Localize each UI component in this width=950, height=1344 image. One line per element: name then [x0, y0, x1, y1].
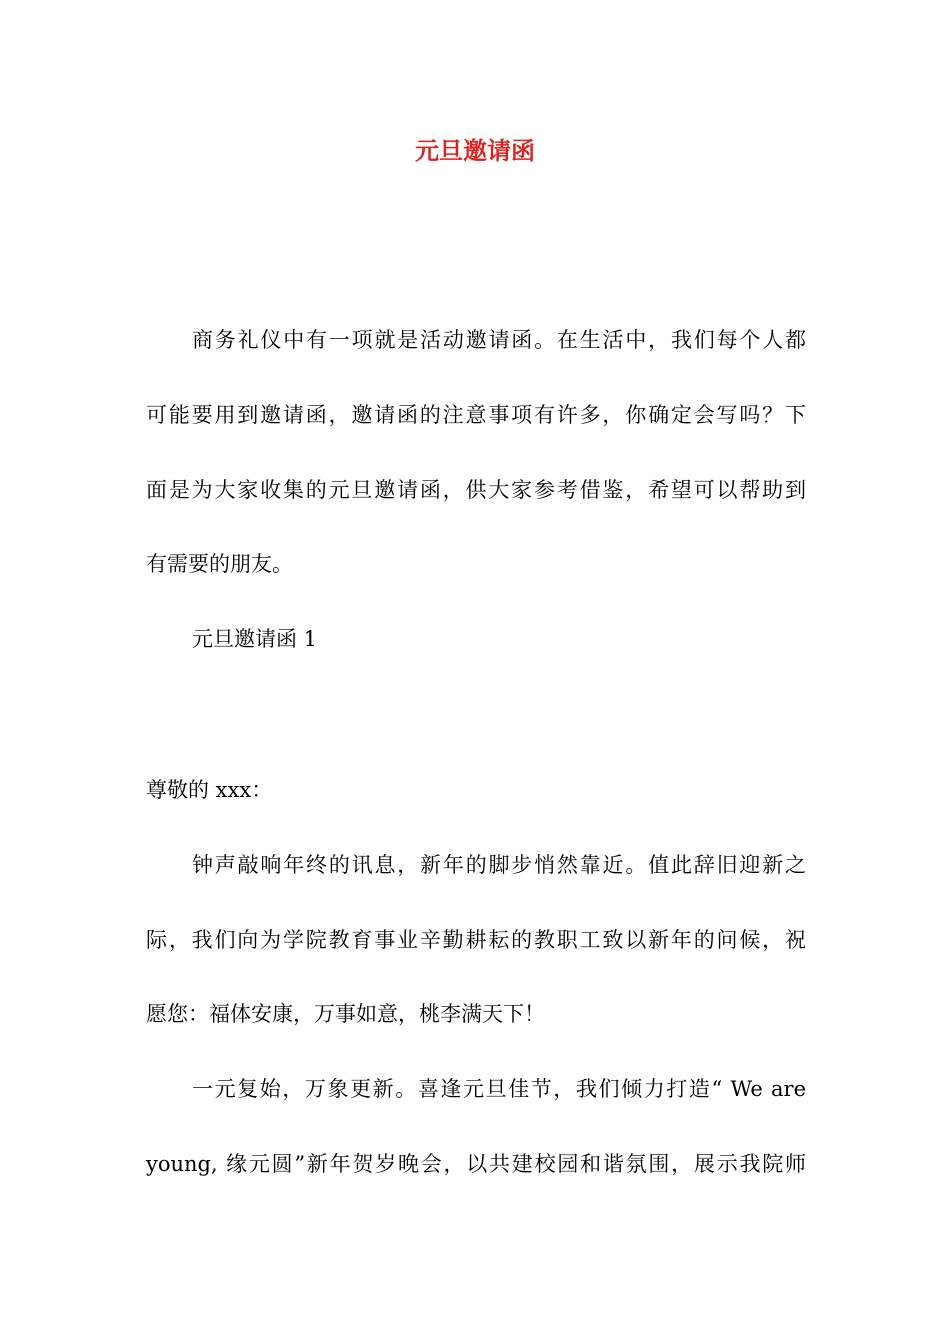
- intro-line-3: 面是为大家收集的元旦邀请函，供大家参考借鉴，希望可以帮助到: [146, 478, 806, 502]
- document-title: 元旦邀请函: [415, 136, 535, 165]
- body-line-4: 一元复始，万象更新。喜逢元旦佳节，我们倾力打造“ We are: [192, 1077, 806, 1101]
- body-line-5: young, 缘元圆”新年贺岁晚会，以共建校园和谐氛围，展示我院师: [146, 1152, 806, 1176]
- intro-line-2: 可能要用到邀请函，邀请函的注意事项有许多，你确定会写吗？下: [146, 403, 806, 427]
- body-line-1: 钟声敲响年终的讯息，新年的脚步悄然靠近。值此辞旧迎新之: [192, 853, 806, 877]
- intro-line-4: 有需要的朋友。: [146, 552, 293, 576]
- intro-line-1: 商务礼仪中有一项就是活动邀请函。在生活中，我们每个人都: [192, 328, 806, 352]
- salutation: 尊敬的 xxx：: [146, 778, 273, 802]
- body-line-3: 愿您：福体安康，万事如意，桃李满天下！: [146, 1002, 545, 1026]
- body-line-2: 际，我们向为学院教育事业辛勤耕耘的教职工致以新年的问候，祝: [146, 928, 806, 952]
- section-heading: 元旦邀请函 1: [192, 627, 318, 651]
